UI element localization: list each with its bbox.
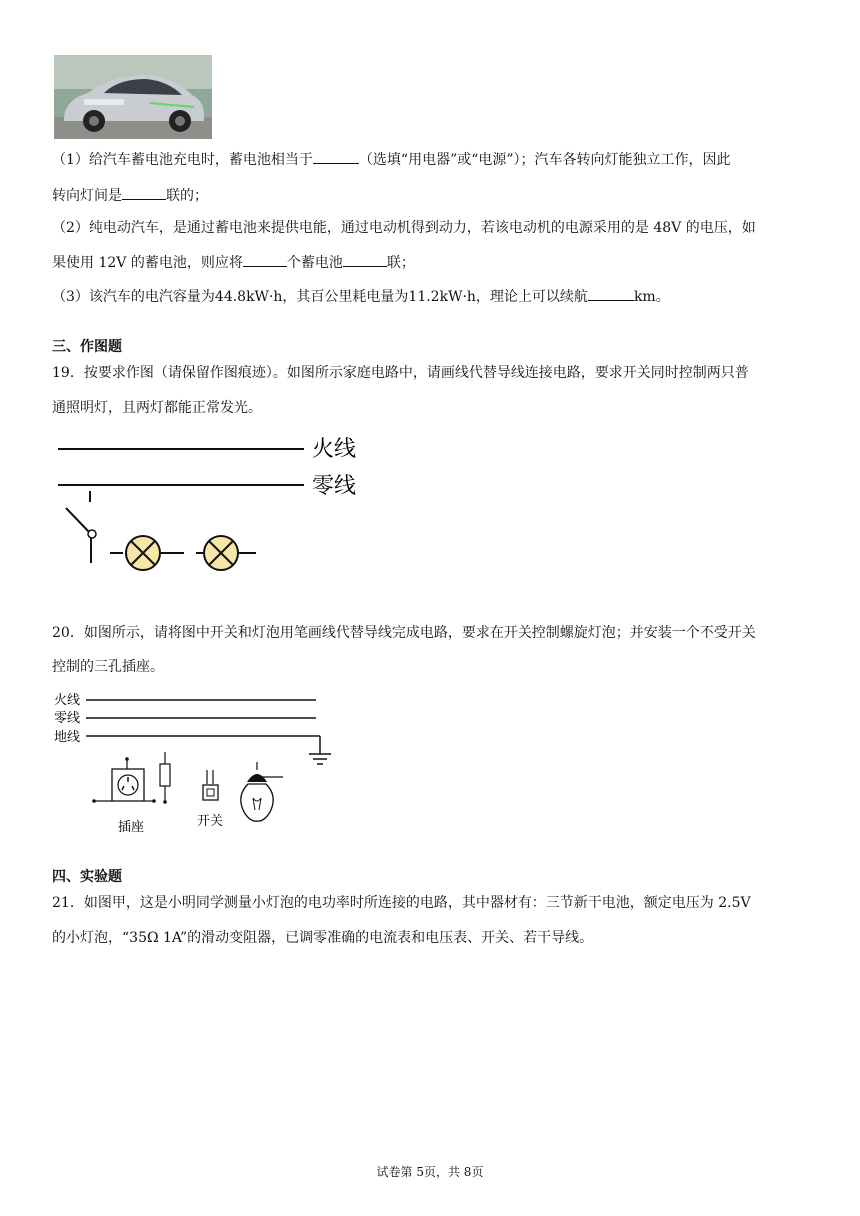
bulb-symbol: [241, 762, 283, 821]
q18-part3-line1: [52, 286, 670, 307]
q20-line1: 20．如图所示，请将图中开关和灯泡用笔画线代替导线完成电路，要求在开关控制螺旋灯泡；并安装一个不受开关: [52, 625, 756, 641]
neutral-label: 零线: [312, 474, 357, 499]
q18-text: 联的；: [166, 188, 208, 204]
answer-blank[interactable]: [122, 185, 166, 200]
lamp-2: [196, 536, 256, 570]
socket-symbol: [92, 757, 156, 803]
lamp-1: [110, 536, 184, 570]
live-label: 火线: [54, 693, 81, 708]
q20-circuit-figure: [52, 688, 352, 838]
q18-part2-line2: [52, 252, 415, 273]
q18-text: （2）纯电动汽车，是通过蓄电池来提供电能，通过电动机得到动力，若该电动机的电源采用的是 48V 的电压，如: [52, 220, 756, 236]
q19-line1: 19．按要求作图（请保留作图痕迹）。如图所示家庭电路中，请画线代替导线连接电路，要求开关同时控制两只普: [52, 365, 749, 381]
switch-symbol: [66, 491, 96, 563]
answer-blank[interactable]: [313, 149, 359, 164]
q18-part1-line2: [52, 185, 208, 206]
car-photo: [54, 55, 212, 139]
page-footer: 试卷第 5页，共 8页: [376, 1165, 484, 1179]
q18-part2-line1: [52, 218, 756, 238]
socket-label: 插座: [118, 820, 145, 835]
q18-text: （1）给汽车蓄电池充电时，蓄电池相当于: [52, 152, 313, 168]
q18-text: 果使用 12V 的蓄电池，则应将: [52, 255, 243, 271]
switch-symbol: [203, 770, 218, 800]
switch-label: 开关: [197, 814, 224, 829]
neutral-label: 零线: [54, 711, 81, 726]
ground-label: 地线: [54, 730, 81, 745]
q18-text: 转向灯间是: [52, 188, 122, 204]
q18-text: （3）该汽车的电汽容量为44.8kW·h，其百公里耗电量为11.2kW·h，理论上可以续航: [52, 289, 588, 305]
ground-symbol: [309, 736, 331, 764]
q21-line2: 的小灯泡，“35Ω 1A”的滑动变阻器，已调零准确的电流表和电压表、开关、若干导线。: [52, 930, 594, 946]
section-heading: 四、实验题: [52, 869, 122, 885]
q19-line2: 通照明灯，且两灯都能正常发光。: [52, 400, 262, 416]
answer-blank[interactable]: [343, 252, 387, 267]
live-label: 火线: [312, 437, 357, 462]
q18-text: （选填“用电器”或“电源”）；汽车各转向灯能独立工作，因此: [358, 152, 731, 168]
q18-part1-line1: [52, 149, 731, 170]
q20-line2: 控制的三孔插座。: [52, 659, 164, 675]
q19-circuit-figure: [52, 430, 372, 580]
answer-blank[interactable]: [588, 286, 634, 301]
q21-line1: 21．如图甲，这是小明同学测量小灯泡的电功率时所连接的电路，其中器材有：三节新干电池，额定电压为 2.5V: [52, 895, 751, 911]
q18-text: 联；: [386, 255, 415, 271]
q18-text: km。: [633, 289, 670, 305]
answer-blank[interactable]: [243, 252, 287, 267]
q18-text: 个蓄电池: [286, 255, 343, 271]
fuse-symbol: [160, 752, 170, 804]
section-heading: 三、作图题: [52, 339, 122, 355]
